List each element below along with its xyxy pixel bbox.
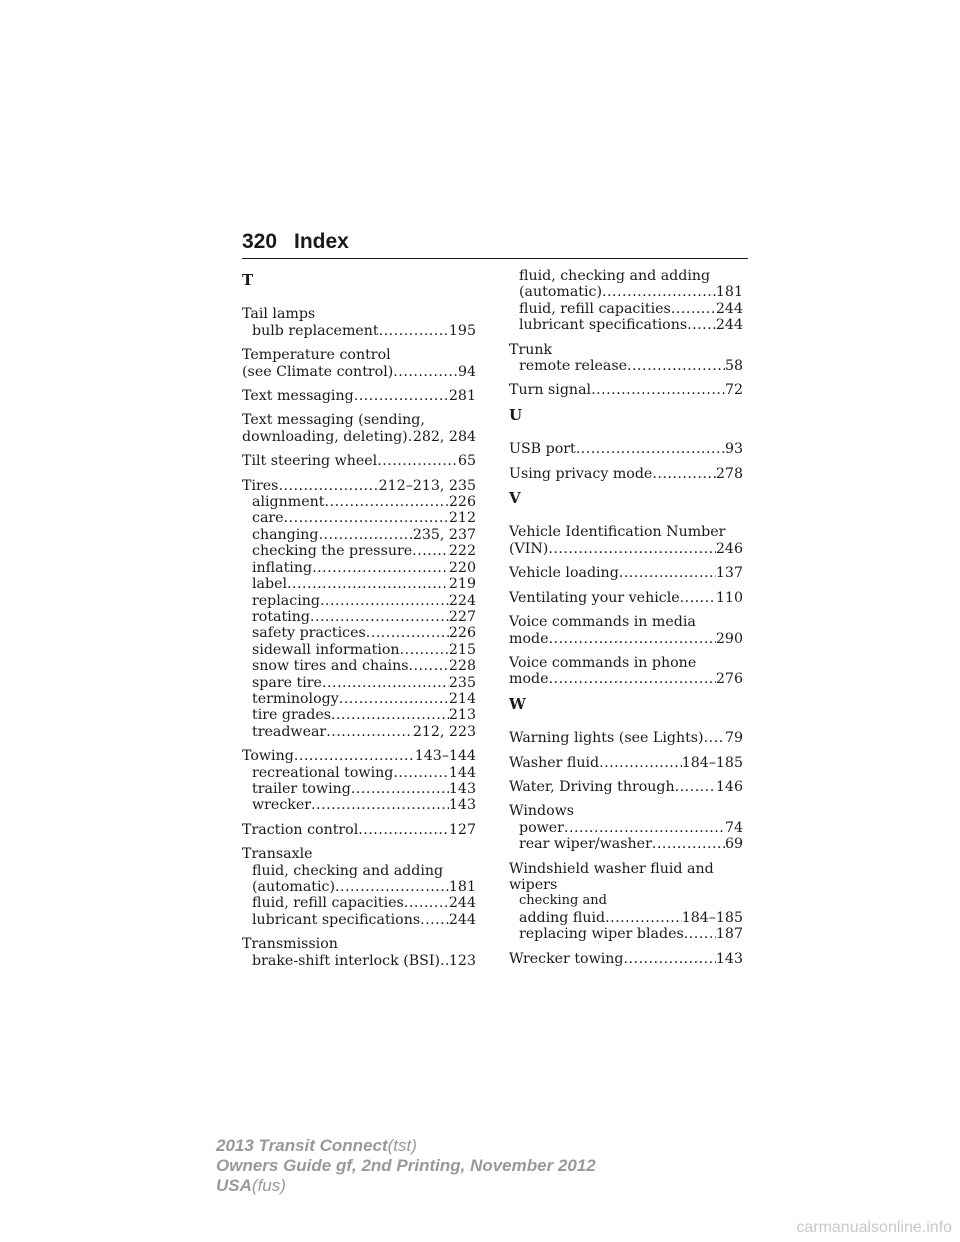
sub-entry: sidewall information ..... 215 xyxy=(242,642,476,658)
sub-entry: bulb replacement ..... 195 xyxy=(242,323,476,339)
page-ref: 143 xyxy=(715,950,743,967)
section-letter-t: T xyxy=(242,271,254,289)
sub-entry: label ..... 219 xyxy=(242,576,476,592)
index-entry-transmission-cont: fluid, checking and adding (automatic) ..... 181 fluid, refill capacities ..... 244 lubricant specifications ..... 244 xyxy=(509,268,743,334)
page-ref: 65 xyxy=(457,453,476,470)
index-entry-tires: Tires ..... 212–213, 235 alignment ..... 226 care ..... 212 changing ..... 235, 237 checking the pressure ..... 222 inflating ..... 220 label ..... 219 replacing ..... 224 rotating ..... 227 safety practices ..... 226 sidewall information ..... 215 snow tires and chains ..... 228 spare tire ..... 235 terminology ..... 214 tire grades ..... 213 treadwear ..... 212, 223 xyxy=(242,478,476,741)
page-ref: 276 xyxy=(715,671,743,688)
sub-entry: recreational towing ..... 144 xyxy=(242,765,476,781)
index-column-left xyxy=(242,268,476,977)
entry-heading: Tail lamps xyxy=(242,306,316,323)
page-ref: 290 xyxy=(715,630,743,647)
page-ref: 79 xyxy=(724,730,743,747)
page-ref: 146 xyxy=(715,778,743,795)
sub-entry: alignment ..... 226 xyxy=(242,494,476,510)
index-entry: Text messaging (sending, downloading, deleting) ..... 282, 284 xyxy=(242,412,476,445)
index-entry: Wrecker towing ..... 143 xyxy=(509,951,743,967)
sub-entry: snow tires and chains ..... 228 xyxy=(242,658,476,674)
index-entry-windshield: Windshield washer fluid and wipers checking and adding fluid ..... 184–185 replacing wiper blades ..... 187 xyxy=(509,861,743,943)
page-number: 320 xyxy=(242,230,278,253)
index-entry-towing: Towing ..... 143–144 recreational towing ..... 144 trailer towing ..... 143 wrecker ..... 143 xyxy=(242,748,476,814)
footer-line-market: USA(fus) xyxy=(216,1176,286,1195)
index-entry: Vehicle Identification Number (VIN) ..... 246 xyxy=(509,524,743,557)
sub-entry: safety practices ..... 226 xyxy=(242,625,476,641)
sub-entry: changing ..... 235, 237 xyxy=(242,527,476,543)
sub-entry: trailer towing ..... 143 xyxy=(242,781,476,797)
index-entry xyxy=(242,347,476,380)
sub-entry: replacing ..... 224 xyxy=(242,593,476,609)
index-entry: USB port ..... 93 xyxy=(509,441,743,457)
sub-entry: wrecker ..... 143 xyxy=(242,797,476,813)
index-entry: Trunk remote release ..... 58 xyxy=(509,342,743,375)
page-ref: 94 xyxy=(457,363,476,380)
page-ref: 110 xyxy=(715,589,743,606)
page-ref: 246 xyxy=(715,540,743,557)
section-letter-v: V xyxy=(509,489,521,508)
section-letter-u: U xyxy=(509,405,523,424)
page-ref: 72 xyxy=(724,382,743,399)
index-entry: Washer fluid ..... 184–185 xyxy=(509,755,743,771)
index-entry: Vehicle loading ..... 137 xyxy=(509,565,743,581)
sub-entry: inflating ..... 220 xyxy=(242,560,476,576)
footer-line-model: 2013 Transit Connect(tst) xyxy=(216,1136,417,1155)
page-ref: 184–185 xyxy=(681,754,743,771)
index-entry: Water, Driving through ..... 146 xyxy=(509,779,743,795)
header-rule xyxy=(242,258,748,259)
page-title: Index xyxy=(294,230,349,253)
index-column-right xyxy=(509,268,743,975)
page-ref: 212–213, 235 xyxy=(378,477,476,494)
page-ref: 195 xyxy=(448,322,476,339)
page-ref: 127 xyxy=(448,821,476,838)
footer-line-guide: Owners Guide gf, 2nd Printing, November 2012 xyxy=(216,1156,596,1175)
index-entry: Ventilating your vehicle ..... 110 xyxy=(509,590,743,606)
sub-entry: treadwear ..... 212, 223 xyxy=(242,724,476,740)
sub-entry: spare tire ..... 235 xyxy=(242,675,476,691)
index-entry: Warning lights (see Lights) ..... 79 xyxy=(509,730,743,746)
index-entry: Using privacy mode ..... 278 xyxy=(509,466,743,482)
index-entry: Turn signal ..... 72 xyxy=(509,382,743,398)
index-entry xyxy=(242,306,476,339)
index-entry: Traction control ..... 127 xyxy=(242,822,476,838)
page-ref: 278 xyxy=(715,465,743,482)
sub-entry: care ..... 212 xyxy=(242,510,476,526)
index-entry-transmission: Transmission brake-shift interlock (BSI) ..... 123 xyxy=(242,936,476,969)
page-ref: 137 xyxy=(715,565,743,582)
sub-entry: checking the pressure ..... 222 xyxy=(242,543,476,559)
page-ref: 282, 284 xyxy=(412,428,476,445)
watermark: carmanualsonline.info xyxy=(796,1219,952,1236)
document-footer xyxy=(216,1136,596,1196)
index-entry: Text messaging ..... 281 xyxy=(242,388,476,404)
sub-entry: terminology ..... 214 xyxy=(242,691,476,707)
entry-heading: Temperature control xyxy=(242,347,391,364)
index-entry: Voice commands in media mode ..... 290 xyxy=(509,614,743,647)
index-entry-windows: Windows power ..... 74 rear wiper/washer ..... 69 xyxy=(509,803,743,852)
page-ref: 143–144 xyxy=(414,748,476,765)
sub-entry: tire grades ..... 213 xyxy=(242,707,476,723)
sub-entry: rotating ..... 227 xyxy=(242,609,476,625)
index-entry-transaxle: Transaxle fluid, checking and adding (automatic) ..... 181 fluid, refill capacities ..... 244 lubricant specifications ..... 244 xyxy=(242,846,476,928)
section-letter-w: W xyxy=(509,694,526,713)
page-ref: 93 xyxy=(724,441,743,458)
index-entry: Voice commands in phone mode ..... 276 xyxy=(509,655,743,688)
page-ref: 281 xyxy=(448,388,476,405)
entry-line: (see Climate control) ..... 94 xyxy=(242,364,476,380)
index-entry: Tilt steering wheel ..... 65 xyxy=(242,453,476,469)
